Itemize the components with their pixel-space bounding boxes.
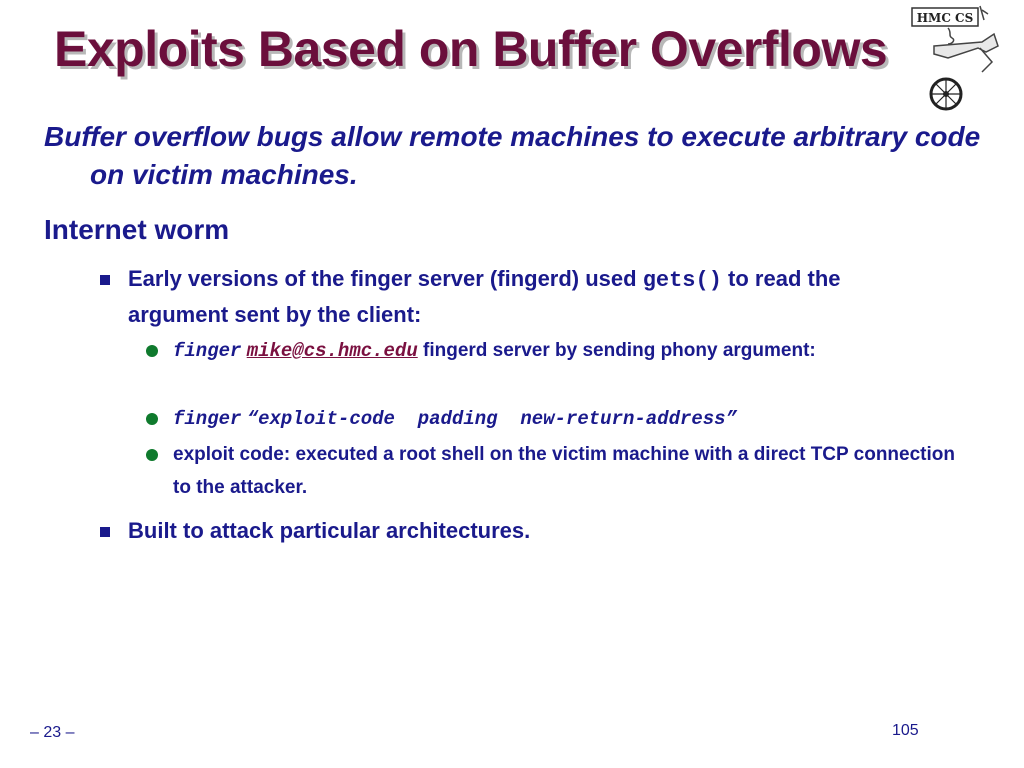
bullet-item — [100, 514, 940, 548]
sub-bullet-text: finger mike@cs.hmc.edu fingerd server by sending phony argument: — [173, 340, 816, 362]
command-argument: “exploit-code padding new-return-address” — [246, 408, 737, 430]
bullet-item — [100, 262, 940, 332]
round-bullet-icon — [146, 413, 158, 425]
hmc-cs-logo — [908, 2, 1012, 114]
section-heading: Internet worm — [44, 214, 230, 245]
sub-bullet-item — [146, 438, 956, 504]
round-bullet-icon — [146, 345, 158, 357]
email-link[interactable]: mike@cs.hmc.edu — [246, 340, 418, 362]
sub-bullet-text: exploit code: executed a root shell on the victim machine with a direct TCP connection to the attacker. — [173, 444, 955, 498]
round-bullet-icon — [146, 449, 158, 461]
inline-code: gets() — [642, 268, 722, 293]
square-bullet-icon — [100, 527, 110, 537]
sub-bullet-item — [146, 334, 956, 368]
bullet-text: Built to attack particular architectures. — [128, 518, 531, 543]
slide-number: 105 — [892, 722, 919, 739]
intro-statement: Buffer overflow bugs allow remote machines to execute arbitrary code on victim machines. — [44, 121, 981, 190]
sub-bullet-item — [146, 402, 956, 436]
square-bullet-icon — [100, 275, 110, 285]
slide-title: Exploits Based on Buffer Overflows — [54, 21, 888, 77]
command-text: finger — [173, 408, 242, 430]
sub-bullet-text — [173, 402, 956, 436]
bullet-text: Early versions of the finger server (fingerd) used gets() to read the argument sent by the client: — [128, 266, 841, 327]
page-label: – 23 – — [30, 724, 75, 741]
logo-text: HMC CS — [916, 11, 974, 25]
command-text: finger — [173, 340, 242, 362]
